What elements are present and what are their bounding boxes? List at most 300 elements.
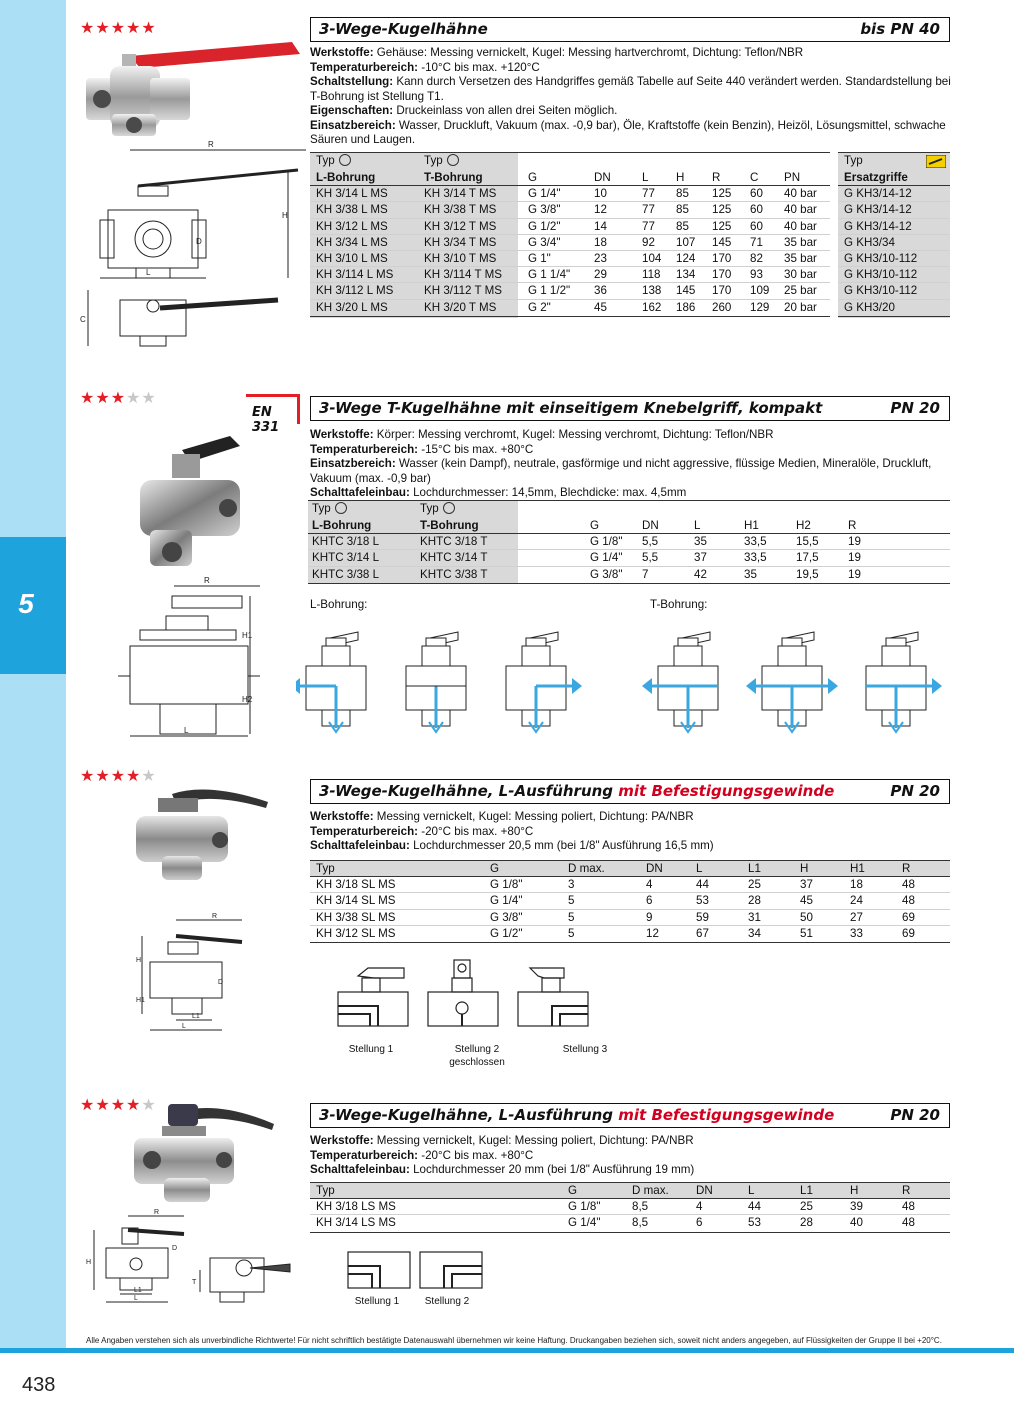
- table-cell: 77: [642, 219, 655, 233]
- column-header: T-Bohrung: [424, 171, 483, 184]
- flow-diagram-2: [406, 632, 466, 732]
- technical-drawing-3: [132, 912, 252, 1037]
- spare-header-row: [838, 170, 950, 186]
- column-header: PN: [784, 171, 801, 184]
- table-cell: 18: [594, 235, 607, 249]
- table-cell: KHTC 3/14 L: [312, 551, 380, 565]
- desc-text: Messing vernickelt, Kugel: Messing poliert, Dichtung: PA/NBR: [373, 810, 694, 823]
- column-header: C: [750, 171, 759, 184]
- table-cell: 5: [568, 926, 575, 940]
- column-header: D max.: [632, 1184, 669, 1197]
- type-label: Typ: [424, 153, 459, 169]
- table-cell: 6: [646, 894, 653, 908]
- pressure-rating: PN 20: [890, 782, 940, 800]
- table-cell: 69: [902, 910, 915, 924]
- position-diagram-2: [420, 1252, 482, 1288]
- desc-text: Gehäuse: Messing vernickelt, Kugel: Messing hartverchromt, Dichtung: Teflon/NBR: [373, 46, 804, 59]
- table-cell: 5,5: [642, 535, 659, 549]
- table-cell: 60: [750, 187, 763, 201]
- table-cell: 129: [750, 300, 770, 314]
- table-row: [310, 267, 830, 283]
- svg-text:H: H: [136, 957, 142, 964]
- table-cell: 37: [694, 551, 707, 565]
- table-row: [310, 202, 830, 218]
- table-header-row: [308, 518, 950, 534]
- product-table-3: [310, 860, 950, 943]
- column-header: L-Bohrung: [316, 171, 376, 184]
- table-cell: 125: [712, 219, 732, 233]
- table-row: [310, 910, 950, 926]
- table-cell: 19: [848, 535, 861, 549]
- table-cell: 134: [676, 268, 696, 282]
- table-cell: KH 3/114 T MS: [424, 268, 502, 282]
- position-caption-2b: geschlossen: [449, 1057, 505, 1068]
- table-cell: 19,5: [796, 567, 819, 581]
- product-table-4: [310, 1182, 950, 1233]
- table-cell: 14: [594, 219, 607, 233]
- svg-text:L: L: [134, 1295, 138, 1302]
- table-cell: 59: [696, 910, 709, 924]
- svg-text:L1: L1: [134, 1287, 142, 1294]
- table-cell: 20 bar: [784, 300, 817, 314]
- column-header: L-Bohrung: [312, 519, 372, 532]
- position-caption-1: Stellung 1: [348, 1044, 394, 1055]
- column-header: G: [490, 862, 500, 875]
- column-header: DN: [594, 171, 611, 184]
- table-cell: 18: [850, 878, 863, 892]
- section-title-1: [310, 17, 950, 42]
- type-label: Typ: [312, 501, 347, 517]
- table-cell: 60: [750, 219, 763, 233]
- svg-text:R: R: [208, 140, 214, 149]
- column-header: H: [850, 1184, 859, 1197]
- table-cell: 6: [696, 1216, 703, 1230]
- l-bore-icon: [335, 502, 347, 514]
- table-cell: 104: [642, 251, 662, 265]
- pressure-rating: PN 20: [890, 1106, 940, 1124]
- table-cell: KH 3/14 L MS: [316, 187, 388, 201]
- table-cell: 29: [594, 268, 607, 282]
- table-cell: G 1/4": [528, 187, 561, 201]
- technical-drawing-4: [80, 1208, 300, 1308]
- table-cell: KHTC 3/38 L: [312, 567, 380, 581]
- table-cell: 33,5: [744, 551, 767, 565]
- table-cell: KHTC 3/18 L: [312, 535, 380, 549]
- svg-text:R: R: [154, 1209, 160, 1216]
- spare-part-cell: G KH3/10-112: [844, 251, 918, 265]
- table-cell: KH 3/10 L MS: [316, 251, 388, 265]
- column-header: R: [902, 862, 911, 875]
- table-cell: 85: [676, 219, 689, 233]
- desc-label: Werkstoffe:: [310, 428, 374, 441]
- table-cell: KH 3/34 T MS: [424, 235, 497, 249]
- desc-text: Kann durch Versetzen des Handgriffes gemäß Tabelle auf Seite 440 verändert werden. Standardstellung bei T-Bohrung ist Stellung T1.: [310, 75, 951, 103]
- bottom-rule: [0, 1348, 1014, 1353]
- desc-label: Schaltstellung:: [310, 75, 394, 88]
- table-cell: KHTC 3/18 T: [420, 535, 488, 549]
- desc-text: -15°C bis max. +80°C: [418, 442, 534, 456]
- table-cell: KH 3/14 T MS: [424, 187, 497, 201]
- table-cell: 170: [712, 268, 732, 282]
- spare-header: Ersatzgriffe: [844, 171, 908, 184]
- table-cell: G 1/8": [568, 1200, 601, 1214]
- table-cell: 5: [568, 910, 575, 924]
- table-cell: G 3/4": [528, 235, 561, 249]
- svg-text:D: D: [218, 979, 224, 986]
- flow-diagram-4: [642, 632, 718, 732]
- table-cell: G 1/4": [568, 1216, 601, 1230]
- table-cell: G 1/4": [590, 551, 623, 565]
- table-cell: G 1": [528, 251, 551, 265]
- table-cell: 92: [642, 235, 655, 249]
- technical-drawing-2: [110, 576, 270, 741]
- svg-text:D: D: [196, 237, 202, 246]
- section-title-3: [310, 779, 950, 804]
- spare-part-cell: G KH3/34: [844, 235, 895, 249]
- desc-label: Werkstoffe:: [310, 810, 374, 823]
- table-cell: 69: [902, 926, 915, 940]
- left-margin-bar: [0, 0, 66, 1352]
- svg-text:L: L: [184, 726, 189, 735]
- table-cell: KH 3/18 SL MS: [316, 878, 396, 892]
- table-cell: 40 bar: [784, 219, 817, 233]
- table-cell: 48: [902, 1216, 915, 1230]
- table-cell: KH 3/18 LS MS: [316, 1200, 396, 1214]
- flow-diagram-3: [506, 632, 582, 732]
- table-cell: G 3/8": [528, 203, 561, 217]
- desc-text: Lochdurchmesser 20,5 mm (bei 1/8" Ausführung 16,5 mm): [409, 839, 714, 852]
- table-cell: 40 bar: [784, 203, 817, 217]
- desc-text: -20°C bis max. +80°C: [418, 1148, 534, 1162]
- table-cell: 7: [642, 567, 649, 581]
- table-row: [308, 550, 950, 566]
- table-row: [310, 251, 830, 267]
- section-title-4: [310, 1103, 950, 1128]
- section-description-4: [310, 1134, 952, 1178]
- table-row: [838, 186, 950, 202]
- column-header: H1: [744, 519, 759, 532]
- position-diagram-1: [338, 968, 408, 1026]
- column-header: L1: [800, 1184, 813, 1197]
- svg-text:L1: L1: [192, 1013, 200, 1020]
- section-title-text: 3-Wege T-Kugelhähne mit einseitigem Knebelgriff, kompakt: [319, 399, 823, 417]
- table-cell: 5: [568, 894, 575, 908]
- desc-label: Schalttafeleinbau:: [310, 486, 410, 499]
- flow-diagram-5: [746, 632, 838, 732]
- section-title-highlight: mit Befestigungsgewinde: [618, 1106, 835, 1124]
- product-table-2: [308, 500, 950, 584]
- disclaimer: Alle Angaben verstehen sich als unverbindliche Richtwerte! Für nicht schriftlich bestätigte Datenauswahl übernehmen wir keine Haftung. Druckangaben beziehen sich, soweit nicht anders angegeben, auf Flüssigkeiten der Gruppe II bei +20°C.: [86, 1336, 942, 1345]
- table-row: [310, 186, 830, 202]
- table-row: [310, 235, 830, 251]
- svg-text:T: T: [192, 1279, 197, 1286]
- table-cell: 28: [748, 894, 761, 908]
- page-number: 438: [22, 1374, 56, 1396]
- desc-label: Temperaturbereich:: [310, 60, 419, 74]
- table-cell: 27: [850, 910, 863, 924]
- desc-label: Schalttafeleinbau:: [310, 1163, 410, 1176]
- svg-text:R: R: [204, 576, 210, 585]
- table-cell: KH 3/10 T MS: [424, 251, 497, 265]
- table-cell: 93: [750, 268, 763, 282]
- table-cell: 45: [594, 300, 607, 314]
- column-header: DN: [696, 1184, 713, 1197]
- table-cell: 9: [646, 910, 653, 924]
- l-bore-label: L-Bohrung:: [310, 598, 368, 611]
- switch-positions-4: [344, 1246, 494, 1294]
- spare-part-cell: G KH3/14-12: [844, 203, 912, 217]
- rating-stars: ★★★★★: [80, 768, 157, 785]
- table-cell: G 3/8": [590, 567, 623, 581]
- table-cell: 260: [712, 300, 732, 314]
- table-cell: 10: [594, 187, 607, 201]
- table-cell: 125: [712, 187, 732, 201]
- table-cell: 186: [676, 300, 696, 314]
- table-cell: 60: [750, 203, 763, 217]
- table-cell: 12: [646, 926, 659, 940]
- column-header: L: [748, 1184, 755, 1197]
- table-cell: 145: [712, 235, 732, 249]
- desc-text: Wasser (kein Dampf), neutrale, gasförmige und nicht aggressive, flüssige Medien, Mineralöle, Druckluft, Vakuum (max. -0,9 bar): [310, 457, 932, 485]
- desc-text: -10°C bis max. +120°C: [418, 60, 540, 74]
- type-label: Typ: [844, 154, 863, 167]
- table-cell: 107: [676, 235, 696, 249]
- desc-label: Temperaturbereich:: [310, 824, 419, 838]
- desc-label: Temperaturbereich:: [310, 442, 419, 456]
- table-cell: 170: [712, 251, 732, 265]
- table-cell: 162: [642, 300, 662, 314]
- table-cell: 23: [594, 251, 607, 265]
- table-cell: 31: [748, 910, 761, 924]
- column-header: G: [568, 1184, 578, 1197]
- technical-drawing-1: [78, 140, 308, 355]
- table-cell: 67: [696, 926, 709, 940]
- table-cell: 118: [642, 268, 661, 282]
- table-cell: 35: [694, 535, 707, 549]
- flow-diagram-6: [866, 632, 942, 732]
- section-title-text: 3-Wege-Kugelhähne, L-Ausführung: [319, 1106, 619, 1124]
- table-cell: 77: [642, 203, 655, 217]
- table-cell: 4: [696, 1200, 703, 1214]
- svg-text:H: H: [282, 211, 288, 220]
- column-header: Typ: [316, 862, 335, 875]
- table-cell: 33: [850, 926, 863, 940]
- table-row: [838, 283, 950, 299]
- table-header-row: [310, 170, 830, 186]
- desc-text: Druckeinlass von allen drei Seiten möglich.: [393, 104, 618, 117]
- table-row: [310, 283, 830, 299]
- table-cell: 8,5: [632, 1200, 649, 1214]
- l-bore-icon: [339, 154, 351, 166]
- table-cell: G 1/2": [490, 926, 523, 940]
- table-cell: 24: [850, 894, 863, 908]
- desc-label: Eigenschaften:: [310, 104, 394, 117]
- table-row: [310, 300, 830, 316]
- svg-text:H1: H1: [136, 997, 145, 1004]
- table-cell: 15,5: [796, 535, 819, 549]
- table-row: [310, 1199, 950, 1215]
- table-cell: 48: [902, 878, 915, 892]
- table-row: [310, 893, 950, 909]
- section-title-text: 3-Wege-Kugelhähne: [319, 20, 488, 38]
- table-cell: G 3/8": [490, 910, 523, 924]
- table-cell: 138: [642, 284, 662, 298]
- table-row: [838, 202, 950, 218]
- desc-text: -20°C bis max. +80°C: [418, 824, 534, 838]
- table-cell: KH 3/14 LS MS: [316, 1216, 396, 1230]
- desc-label: Werkstoffe:: [310, 46, 374, 59]
- handle-icon: [926, 155, 946, 168]
- desc-label: Temperaturbereich:: [310, 1148, 419, 1162]
- table-cell: KH 3/20 L MS: [316, 300, 388, 314]
- table-cell: G 1 1/4": [528, 268, 571, 282]
- spare-part-cell: G KH3/10-112: [844, 268, 918, 282]
- table-row: [838, 219, 950, 235]
- table-type-row: [308, 501, 950, 518]
- desc-text: Wasser, Druckluft, Vakuum (max. -0,9 bar), Öle, Kraftstoffe (kein Benzin), Heizöl, Lösungsmittel, schwache Säuren und Laugen.: [310, 118, 946, 146]
- table-row: [308, 567, 950, 583]
- spare-part-cell: G KH3/10-112: [844, 284, 918, 298]
- table-cell: KHTC 3/14 T: [420, 551, 488, 565]
- column-header: H2: [796, 519, 811, 532]
- table-cell: 109: [750, 284, 770, 298]
- table-cell: KH 3/38 T MS: [424, 203, 497, 217]
- product-photo-3: [128, 780, 278, 885]
- table-cell: 170: [712, 284, 732, 298]
- table-cell: 30 bar: [784, 268, 817, 282]
- switch-positions-3: [334, 956, 624, 1036]
- table-cell: 28: [800, 1216, 813, 1230]
- rating-stars: ★★★★★: [80, 20, 157, 37]
- column-header: R: [848, 519, 857, 532]
- table-cell: 51: [800, 926, 813, 940]
- table-cell: 8,5: [632, 1216, 649, 1230]
- table-cell: KH 3/34 L MS: [316, 235, 388, 249]
- position-caption-2: Stellung 2: [424, 1296, 470, 1307]
- rating-stars: ★★★★★: [80, 1097, 157, 1114]
- desc-label: Einsatzbereich:: [310, 457, 396, 470]
- table-cell: KH 3/12 L MS: [316, 219, 388, 233]
- table-row: [310, 877, 950, 893]
- column-header: DN: [646, 862, 663, 875]
- position-caption-3: Stellung 3: [562, 1044, 608, 1055]
- position-caption-1: Stellung 1: [354, 1296, 400, 1307]
- table-row: [308, 534, 950, 550]
- product-photo-4: [128, 1094, 278, 1206]
- table-cell: 50: [800, 910, 813, 924]
- table-row: [838, 267, 950, 283]
- table-cell: 48: [902, 1200, 915, 1214]
- table-cell: 85: [676, 187, 689, 201]
- table-cell: 77: [642, 187, 655, 201]
- spare-parts-table: [838, 152, 950, 317]
- t-bore-icon: [443, 502, 455, 514]
- table-cell: KH 3/38 L MS: [316, 203, 388, 217]
- svg-text:C: C: [80, 315, 86, 324]
- table-cell: 85: [676, 203, 689, 217]
- table-cell: 25: [800, 1200, 813, 1214]
- table-cell: KH 3/114 L MS: [316, 268, 394, 282]
- table-cell: 5,5: [642, 551, 659, 565]
- table-cell: 71: [750, 235, 763, 249]
- table-row: [838, 300, 950, 316]
- table-cell: 48: [902, 894, 915, 908]
- section-description-1: [310, 46, 952, 148]
- table-row: [310, 926, 950, 942]
- table-cell: 53: [748, 1216, 761, 1230]
- table-cell: G 1/8": [590, 535, 623, 549]
- column-header: R: [712, 171, 721, 184]
- table-cell: KHTC 3/38 T: [420, 567, 488, 581]
- svg-text:H: H: [86, 1259, 92, 1266]
- section-title-highlight: mit Befestigungsgewinde: [618, 782, 835, 800]
- table-cell: G 1/2": [528, 219, 561, 233]
- product-photo-2: [120, 430, 255, 570]
- table-cell: 25 bar: [784, 284, 817, 298]
- desc-label: Schalttafeleinbau:: [310, 839, 410, 852]
- column-header: DN: [642, 519, 659, 532]
- table-cell: KH 3/12 T MS: [424, 219, 497, 233]
- table-cell: KH 3/112 T MS: [424, 284, 502, 298]
- product-table-1: [310, 152, 830, 317]
- table-cell: 44: [748, 1200, 761, 1214]
- spare-type-row: [838, 153, 950, 170]
- position-caption-2: Stellung 2: [454, 1044, 500, 1055]
- table-cell: 45: [800, 894, 813, 908]
- table-cell: 40: [850, 1216, 863, 1230]
- svg-text:H1: H1: [242, 631, 253, 640]
- type-label: Typ: [420, 501, 455, 517]
- column-header: Typ: [316, 1184, 335, 1197]
- table-cell: 125: [712, 203, 732, 217]
- table-cell: 44: [696, 878, 709, 892]
- table-cell: KH 3/12 SL MS: [316, 926, 396, 940]
- table-cell: 36: [594, 284, 607, 298]
- table-cell: 33,5: [744, 535, 767, 549]
- section-description-3: [310, 810, 952, 854]
- table-cell: 124: [676, 251, 696, 265]
- table-cell: 82: [750, 251, 763, 265]
- column-header: G: [528, 171, 538, 184]
- table-cell: G 1/8": [490, 878, 523, 892]
- table-cell: 19: [848, 567, 861, 581]
- table-cell: 12: [594, 203, 607, 217]
- table-cell: 37: [800, 878, 813, 892]
- spare-part-cell: G KH3/14-12: [844, 219, 912, 233]
- table-cell: 53: [696, 894, 709, 908]
- column-header: L: [696, 862, 703, 875]
- column-header: L1: [748, 862, 761, 875]
- desc-text: Lochdurchmesser 20 mm (bei 1/8" Ausführung 19 mm): [409, 1163, 695, 1176]
- product-photo-1: [82, 34, 307, 139]
- svg-text:L: L: [182, 1023, 186, 1030]
- type-label: Typ: [316, 153, 351, 169]
- column-header: H1: [850, 862, 865, 875]
- table-cell: KH 3/112 L MS: [316, 284, 394, 298]
- svg-text:R: R: [212, 913, 218, 920]
- pressure-rating: PN 20: [890, 399, 940, 417]
- desc-label: Einsatzbereich:: [310, 118, 396, 132]
- table-row: [310, 1215, 950, 1231]
- flow-diagram-1: [296, 632, 366, 732]
- column-header: H: [800, 862, 809, 875]
- svg-text:H2: H2: [242, 695, 253, 704]
- section-title-2: [310, 396, 950, 421]
- column-header: L: [694, 519, 701, 532]
- column-header: H: [676, 171, 685, 184]
- section-description-2: [310, 428, 952, 501]
- position-diagram-2: [428, 960, 498, 1026]
